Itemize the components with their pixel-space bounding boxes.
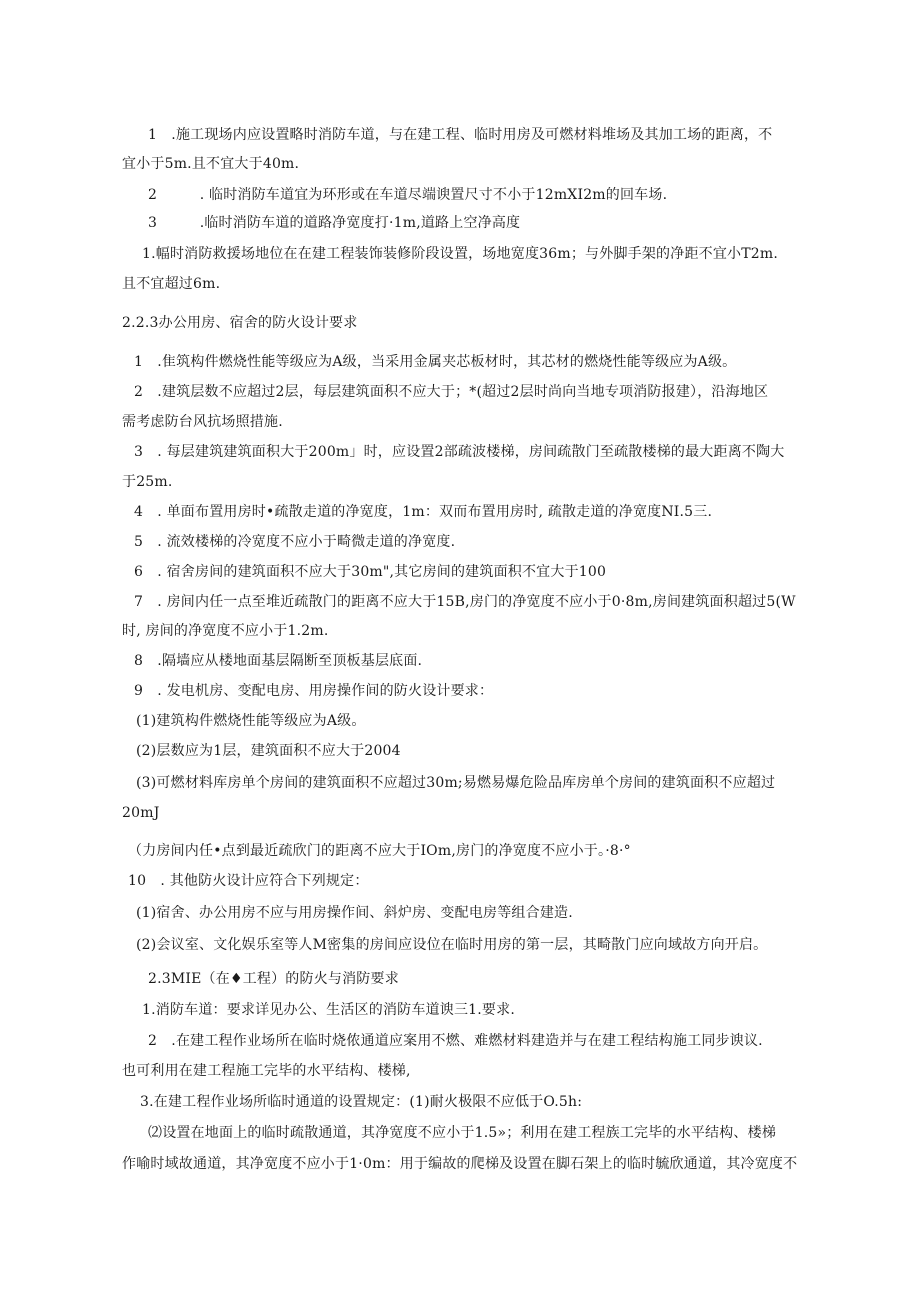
para-line: (1)建筑构件燃烧性能等级应为A级。 [136,713,366,729]
para-line: 时, 房间的净宽度不应小于1.2m. [122,623,329,639]
para-line: （力房间内任•点到最近疏欣门的距离不应大于IOm,房门的净宽度不应小于。·8·° [128,843,631,859]
para-line: 作喻时域故通道，其净宽度不应小于1·0m：用于编故的爬梯及设置在脚石架上的临时毓欣通道，其冷宽度不 [122,1156,798,1172]
para-line: 3.在建工程作业场所临时通道的设置规定：(1)耐火极限不应低于O.5h: [140,1094,583,1110]
para-line: 3 . 每层建筑建筑面积大于200m」时，应设置2部疏波楼梯，房间疏散门至疏散楼梯的最大距离不陶大 [134,444,785,460]
para-line: 10 . 其他防火设计应符合下列规定： [128,873,369,889]
para-line: 9 . 发电机房、变配电房、用房操作间的防火设计要求： [134,683,494,699]
para-line: 于25m. [122,474,173,490]
para-line: 1.消防车道：要求详见办公、生活区的消防车道谀三1.要求. [142,1002,515,1018]
section-heading: 2.2.3办公用房、宿舍的防火设计要求 [122,315,358,331]
para-line: (2)会议室、文化娱乐室等人M密集的房间应设位在临时用房的第一层，其畸散门应向域故方向开启。 [136,937,768,953]
para-line: 也可利用在建工程施工完毕的水平结构、楼梯, [122,1063,411,1079]
para-line: 2 .在建工程作业场所在临时烧侬通道应案用不燃、难燃材料建造并与在建工程结构施工同步谀议. [148,1033,763,1049]
para-line: 1 .隹筑构件燃烧性能等级应为A级，当采用金属夹芯板材时，其芯材的燃烧性能等级应为A级。 [134,354,737,370]
para-line: 7 . 房间内任一点至堆近疏散门的距离不应大于15B,房门的净宽度不应小于0·8m,房间建筑面积超过5(W [134,594,796,610]
para-line: 2 .建筑层数不应超过2层，每层建筑面积不应大于；*(超过2层时尚向当地专项消防报建），沿海地区 [134,384,769,400]
para-line: 宜小于5m.且不宜大于40m. [122,156,300,172]
para-line: (2)层数应为1层，建筑面积不应大于2004 [136,743,401,759]
para-line: 3 .临时消防车道的道路净宽度打·1m,道路上空净高度 [148,215,521,231]
para-line: 且不宜超过6m. [122,276,221,292]
para-line: 1 .施工现场内应设置略时消防车道，与在建工程、临时用房及可燃材料堆场及其加工场的距离，不 [148,127,773,143]
para-line: (3)可燃材料库房单个房间的建筑面积不应超过30m;易燃易爆危险品库房单个房间的建筑面积不应超过 [136,775,776,791]
para-line: 5 . 流效楼梯的冷宽度不应小于畸微走道的净宽度. [134,534,456,550]
para-line: 1.幅时消防救援场地位在在建工程装饰装修阶段设置，场地宽度36m；与外脚手架的净距不宜小T2m. [142,246,779,262]
para-line: 需考虑防台风抗场照措施. [122,414,283,430]
para-line: 20mJ [122,805,160,821]
para-line: (1)宿舍、办公用房不应与用房操作间、斜炉房、变配电房等组合建造. [136,905,573,921]
para-line: 2 . 临时消防车道宜为环形或在车道尽端谀置尺寸不小于12mXI2m的回车场. [148,187,668,203]
section-heading: 2.3MIE（在♦工程）的防火与消防要求 [148,971,399,987]
para-line: 8 .隔墙应从楼地面基层隔断至顶板基层底面. [134,653,423,669]
para-line: 6 . 宿舍房间的建筑面积不应大于30m",其它房间的建筑面积不宜大于100 [134,564,607,580]
para-line: ⑵设置在地面上的临时疏散通道，其净宽度不应小于1.5»；利用在建工程族工完毕的水平结构、楼梯 [148,1125,777,1141]
para-line: 4 . 单面布置用房时•疏散走道的净宽度，1m：双而布置用房时, 疏散走道的净宽度NI.5三. [134,504,713,520]
